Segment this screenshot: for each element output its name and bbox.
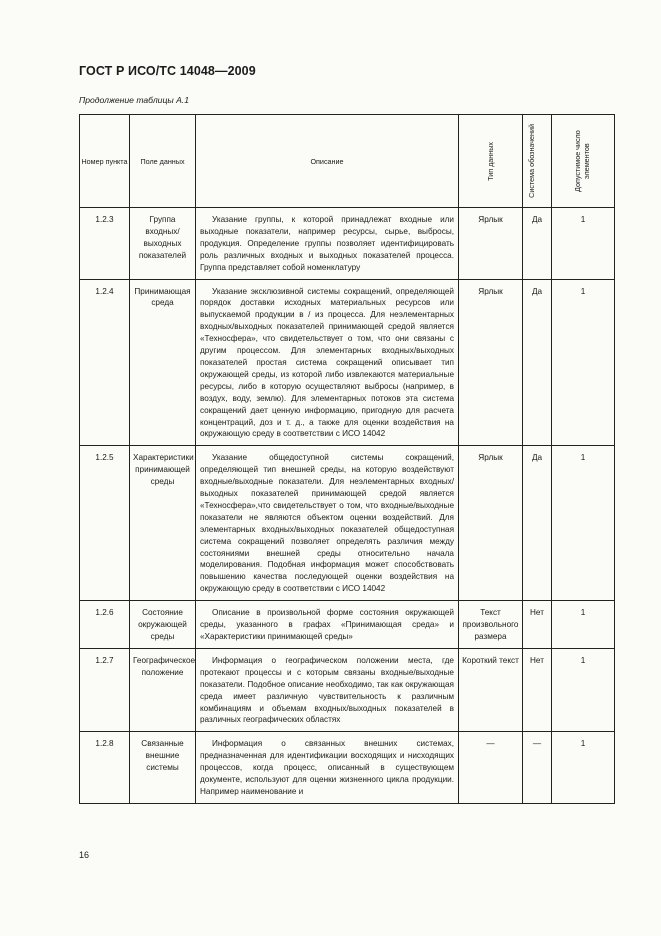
- data-table: [79, 114, 615, 804]
- row-data-type: Ярлык: [459, 446, 523, 601]
- row-system: Нет: [523, 648, 552, 731]
- row-system: Да: [523, 208, 552, 280]
- col-header-system: Система обозначений: [523, 115, 552, 208]
- row-count: 1: [552, 446, 615, 601]
- row-count: 1: [552, 208, 615, 280]
- col-header-description: Описание: [196, 115, 459, 208]
- row-count: 1: [552, 648, 615, 731]
- table-row: [80, 648, 615, 731]
- row-count: 1: [552, 279, 615, 446]
- row-field: Группа входных/ выходных показателей: [130, 208, 196, 280]
- row-description: Информация о географическом положении места, где протекают процессы и с которым связаны входные/выходные показатели. Подобное описание необходимо, так как окружающая среда имеет различную чувствительность к различным комбинациям и объемам входных/выходных показателей в различных географических областях: [196, 648, 459, 731]
- document-header: ГОСТ Р ИСО/ТС 14048—2009: [79, 64, 256, 78]
- page-number: 16: [79, 850, 90, 860]
- col-header-field: Поле данных: [130, 115, 196, 208]
- row-description: Указание эксклюзивной системы сокращений, определяющей порядок доставки исходных материальных ресурсов или выпускаемой продукции в / из процесса. Для неэлементарных входных/выходных показателей принимающей средой является «Техносфера», что свидетельствует о том, что они связаны с другим процессом. Для элементарных входных/выходных показателей простая система сокращений описывает тип окружающей среды, из которой либо извлекаются материальные ресурсы, либо в которую осуществляют выбросы (например, в воздух, воду, землю). Для элементарных потоков эта система сокращений дает ценную информацию, пригодную для расчета концентраций, доз и т. д., а также для оценки воздействия на окружающую среду в соответствии с ИСО 14042: [196, 279, 459, 446]
- row-number: 1.2.6: [80, 601, 130, 649]
- table-row: [80, 601, 615, 649]
- col-header-number: Номер пункта: [80, 115, 130, 208]
- row-description: Информация о связанных внешних системах, предназначенная для идентификации восходящих и нисходящих процессов, когда процесс, описанный в существующем документе, используют для оценки жизненного цикла продукции. Например наименование и: [196, 732, 459, 804]
- col-header-data-type: Тип данных: [459, 115, 523, 208]
- row-data-type: Текст произвольного размера: [459, 601, 523, 649]
- table-row: [80, 208, 615, 280]
- table-header-row: [80, 115, 615, 208]
- row-count: 1: [552, 601, 615, 649]
- table-row: [80, 279, 615, 446]
- row-system: Да: [523, 279, 552, 446]
- row-data-type: Ярлык: [459, 208, 523, 280]
- row-number: 1.2.5: [80, 446, 130, 601]
- table-row: [80, 446, 615, 601]
- row-number: 1.2.7: [80, 648, 130, 731]
- row-count: 1: [552, 732, 615, 804]
- row-description: Описание в произвольной форме состояния окружающей среды, указанного в графах «Принимающая среда» и «Характеристики принимающей среды»: [196, 601, 459, 649]
- row-system: Да: [523, 446, 552, 601]
- col-header-count: Допустимое число элементов: [552, 115, 615, 208]
- row-data-type: —: [459, 732, 523, 804]
- row-field: Географическое положение: [130, 648, 196, 731]
- row-number: 1.2.4: [80, 279, 130, 446]
- row-field: Связанные внешние системы: [130, 732, 196, 804]
- row-field: Характеристики принимающей среды: [130, 446, 196, 601]
- row-data-type: Короткий текст: [459, 648, 523, 731]
- row-system: Нет: [523, 601, 552, 649]
- row-field: Состояние окружающей среды: [130, 601, 196, 649]
- table-caption: Продолжение таблицы А.1: [79, 95, 189, 105]
- table-row: [80, 732, 615, 804]
- row-system: —: [523, 732, 552, 804]
- row-number: 1.2.3: [80, 208, 130, 280]
- row-field: Принимающая среда: [130, 279, 196, 446]
- row-number: 1.2.8: [80, 732, 130, 804]
- row-description: Указание группы, к которой принадлежат входные или выходные показатели, например ресурсы, сырье, выбросы, продукция. Определение группы позволяет идентифицировать роль различных входных и выходных показателей процесса. Группа представляет собой номенклатуру: [196, 208, 459, 280]
- row-description: Указание общедоступной системы сокращений, определяющей тип внешней среды, на которую воздействуют входные/выходные показатели. Для неэлементарных входных/выходных показателей принимающей средой является «Техносфера»,что свидетельствует о том, что входные/выходные показатели не являются объектом оценки воздействий. Для элементарных входных/выходных показателей общедоступная система сокращений позволяет определять различия между состояниями внешней среды относительно начала моделирования. Подобная информация может способствовать повышению качества последующей оценки воздействия на окружающую среду в соответствии с ИСО 14042: [196, 446, 459, 601]
- row-data-type: Ярлык: [459, 279, 523, 446]
